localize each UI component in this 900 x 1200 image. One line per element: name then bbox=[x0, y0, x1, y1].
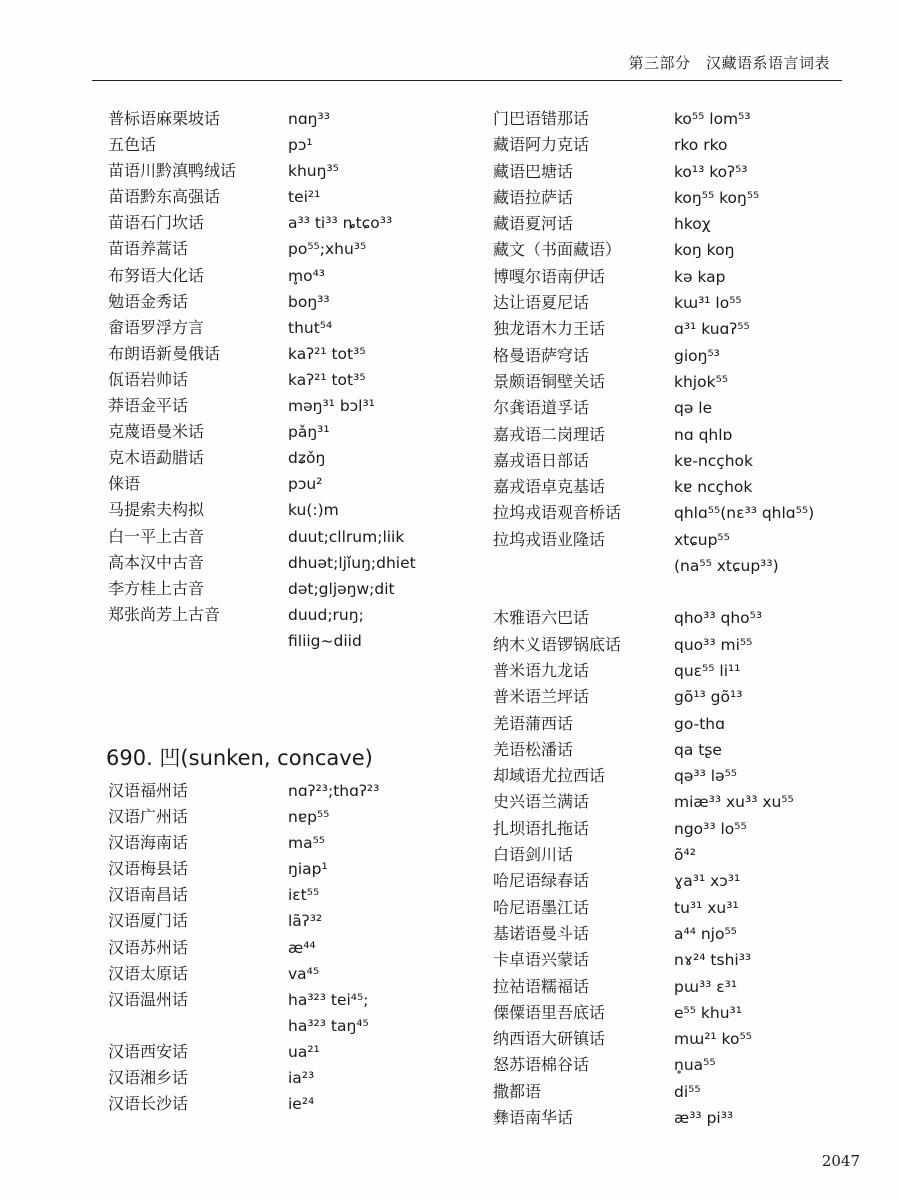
entry-row bbox=[493, 947, 853, 973]
entry-row bbox=[108, 804, 468, 830]
entry-row bbox=[493, 789, 853, 815]
word-form: filiig~diid bbox=[288, 631, 362, 650]
word-form: va⁴⁵ bbox=[288, 964, 320, 983]
word-form: ia²³ bbox=[288, 1069, 315, 1087]
word-form: pǎŋ³¹ bbox=[288, 423, 330, 442]
language-name: 高本汉中古音 bbox=[108, 552, 205, 572]
entry-row bbox=[108, 263, 468, 289]
word-form: tu³¹ xu³¹ bbox=[674, 898, 739, 917]
entry-row bbox=[493, 211, 853, 237]
word-form: mɯ²¹ ko⁵⁵ bbox=[674, 1030, 752, 1049]
language-name: 汉语太原话 bbox=[108, 963, 189, 983]
right-bottom-entries bbox=[493, 605, 853, 1131]
language-name: 汉语海南话 bbox=[108, 833, 189, 853]
entry-row bbox=[493, 763, 853, 789]
word-form: iɛt⁵⁵ bbox=[288, 886, 320, 905]
word-form: õ⁴² bbox=[674, 846, 696, 865]
word-form: quo³³ mi⁵⁵ bbox=[674, 635, 753, 654]
entry-row bbox=[108, 778, 468, 804]
entry-row bbox=[108, 367, 468, 393]
entry-row bbox=[108, 1091, 468, 1117]
language-name: 苗语黔东高强话 bbox=[108, 187, 221, 207]
word-form: dhuət;ljǐuŋ;dhiet bbox=[288, 553, 416, 572]
entry-row bbox=[108, 908, 468, 934]
word-form: ie²⁴ bbox=[288, 1095, 315, 1114]
word-form: di⁵⁵ bbox=[674, 1082, 701, 1101]
language-name: 畲语罗浮方言 bbox=[108, 317, 205, 337]
word-form: nɑʔ²³;thɑʔ²³ bbox=[288, 781, 380, 800]
language-name: 藏语巴塘话 bbox=[493, 161, 574, 181]
language-name: 怒苏语棉谷话 bbox=[493, 1055, 590, 1075]
left-bottom-entries bbox=[108, 778, 468, 1117]
language-name: 莽语金平话 bbox=[108, 396, 189, 416]
entry-row bbox=[493, 185, 853, 211]
language-name: 嘉戎语二岗理话 bbox=[493, 424, 606, 444]
entry-row bbox=[108, 935, 468, 961]
language-name: 普米语兰坪话 bbox=[493, 687, 590, 707]
entry-row bbox=[493, 132, 853, 158]
entry-row bbox=[493, 553, 853, 579]
word-form: ngo³³ lo⁵⁵ bbox=[674, 819, 747, 838]
entry-row bbox=[493, 842, 853, 868]
language-name: 嘉戎语日部话 bbox=[493, 450, 590, 470]
language-name: 羌语松潘话 bbox=[493, 739, 574, 759]
entry-row bbox=[108, 132, 468, 158]
word-form: thut⁵⁴ bbox=[288, 318, 333, 337]
word-form: koŋ⁵⁵ koŋ⁵⁵ bbox=[674, 188, 760, 207]
entry-row bbox=[493, 448, 853, 474]
language-name: 藏语阿力克话 bbox=[493, 135, 590, 155]
language-name: 克蔑语曼米话 bbox=[108, 422, 205, 442]
entry-row bbox=[493, 632, 853, 658]
entry-row bbox=[493, 422, 853, 448]
entry-row bbox=[108, 106, 468, 132]
language-name: 汉语南昌话 bbox=[108, 885, 189, 905]
entry-row bbox=[108, 471, 468, 497]
group-spacer bbox=[493, 579, 853, 605]
language-name: 尔龚语道孚话 bbox=[493, 398, 590, 418]
language-name: 普标语麻栗坡话 bbox=[108, 109, 221, 128]
language-name: 汉语福州话 bbox=[108, 780, 189, 800]
word-form: boŋ³³ bbox=[288, 292, 330, 311]
entry-row bbox=[493, 527, 853, 553]
language-name: 汉语苏州话 bbox=[108, 937, 189, 957]
word-form: duud;ruŋ; bbox=[288, 605, 364, 624]
word-form: dʑǒŋ bbox=[288, 449, 326, 468]
language-name: 纳西语大研镇话 bbox=[493, 1029, 606, 1049]
word-form: kaʔ²¹ tot³⁵ bbox=[288, 344, 366, 363]
word-form: quɛ⁵⁵ li¹¹ bbox=[674, 661, 741, 680]
word-form: məŋ³¹ bɔl³¹ bbox=[288, 397, 375, 416]
section-title: 690. 凹(sunken, concave) bbox=[106, 745, 373, 770]
word-form: qhlɑ⁵⁵(nɛ³³ qhlɑ⁵⁵) bbox=[674, 504, 815, 523]
word-form: kə kap bbox=[674, 267, 726, 286]
word-form: ua²¹ bbox=[288, 1042, 320, 1061]
language-name: 普米语九龙话 bbox=[493, 660, 590, 680]
entry-row bbox=[108, 497, 468, 523]
entry-row bbox=[108, 210, 468, 236]
word-form: kaʔ²¹ tot³⁵ bbox=[288, 370, 366, 389]
entry-row bbox=[108, 987, 468, 1013]
word-form: ko⁵⁵ lom⁵³ bbox=[674, 110, 751, 128]
entry-row bbox=[493, 1079, 853, 1105]
language-name: 汉语梅县话 bbox=[108, 859, 189, 879]
language-name: 汉语温州话 bbox=[108, 989, 189, 1009]
word-form: hkoχ bbox=[674, 215, 711, 234]
language-name: 傈僳语里吾底话 bbox=[493, 1002, 606, 1022]
word-form: xtɕup⁵⁵ bbox=[674, 530, 730, 549]
word-form: rko rko bbox=[674, 136, 728, 155]
language-name: 纳木义语锣锅底话 bbox=[493, 634, 622, 654]
language-name: 苗语养蒿话 bbox=[108, 239, 189, 259]
language-name: 白语剑川话 bbox=[493, 845, 574, 865]
entry-row bbox=[493, 369, 853, 395]
left-top-entries bbox=[108, 106, 468, 654]
right-top-entries bbox=[493, 106, 853, 579]
word-form: ku(:)m bbox=[288, 501, 339, 520]
entry-row bbox=[108, 856, 468, 882]
language-name: 景颇语铜壁关话 bbox=[493, 371, 606, 391]
word-form: pɯ³³ ɛ³¹ bbox=[674, 977, 738, 996]
language-name: 格曼语萨穹话 bbox=[493, 345, 590, 365]
entry-row bbox=[493, 1000, 853, 1026]
word-form: lãʔ³² bbox=[288, 912, 323, 931]
language-name: 俫语 bbox=[108, 474, 141, 494]
word-form: ɑ³¹ kuɑʔ⁵⁵ bbox=[674, 320, 750, 339]
word-form: a³³ ti³³ ȵtɕo³³ bbox=[288, 214, 393, 233]
entry-row bbox=[108, 445, 468, 471]
word-form: a⁴⁴ njo⁵⁵ bbox=[674, 924, 737, 943]
word-form: nɤ²⁴ tshi³³ bbox=[674, 951, 752, 970]
language-name: 藏文（书面藏语） bbox=[493, 240, 622, 260]
entry-row bbox=[493, 895, 853, 921]
language-name: 汉语湘乡话 bbox=[108, 1068, 189, 1087]
language-name: 藏语拉萨话 bbox=[493, 187, 574, 207]
word-form: ŋiap¹ bbox=[288, 860, 328, 879]
language-name: 佤语岩帅话 bbox=[108, 369, 189, 389]
word-form: nɑŋ³³ bbox=[288, 110, 330, 128]
word-form: e⁵⁵ khu³¹ bbox=[674, 1003, 742, 1022]
entry-row bbox=[108, 315, 468, 341]
language-name: 五色话 bbox=[108, 135, 157, 155]
language-name: 布努语大化话 bbox=[108, 265, 205, 285]
language-name: 哈尼语墨江话 bbox=[493, 897, 590, 917]
language-name: 嘉戎语卓克基话 bbox=[493, 477, 606, 497]
entry-row bbox=[108, 289, 468, 315]
language-name: 李方桂上古音 bbox=[108, 578, 205, 598]
word-form: khuŋ³⁵ bbox=[288, 162, 339, 181]
entry-row bbox=[493, 711, 853, 737]
entry-row bbox=[108, 419, 468, 445]
language-name: 彝语南华话 bbox=[493, 1107, 574, 1127]
section-spacer bbox=[108, 654, 468, 738]
language-name: 基诺语曼斗话 bbox=[493, 923, 590, 943]
word-form: ha³²³ tei⁴⁵; bbox=[288, 990, 369, 1009]
language-name: 羌语蒲西话 bbox=[493, 713, 574, 733]
word-form: kɐ ncçhok bbox=[674, 478, 753, 497]
language-name: 克木语勐腊话 bbox=[108, 448, 205, 468]
entry-row bbox=[493, 106, 853, 132]
entry-row bbox=[108, 236, 468, 262]
entry-row bbox=[493, 737, 853, 763]
entry-row bbox=[108, 1039, 468, 1065]
word-form: m̥o⁴³ bbox=[288, 266, 326, 285]
word-form: kɯ³¹ lo⁵⁵ bbox=[674, 294, 742, 313]
language-name: 扎坝语扎拖话 bbox=[493, 818, 590, 838]
word-form: gioŋ⁵³ bbox=[674, 346, 720, 365]
word-form: pɔ¹ bbox=[288, 136, 313, 155]
word-form: æ⁴⁴ bbox=[288, 938, 316, 957]
language-name: 汉语厦门话 bbox=[108, 911, 189, 931]
entry-row bbox=[493, 159, 853, 185]
word-form: khjok⁵⁵ bbox=[674, 372, 728, 391]
entry-row bbox=[493, 316, 853, 342]
language-name: 白一平上古音 bbox=[108, 526, 205, 546]
entry-row bbox=[493, 974, 853, 1000]
entry-row bbox=[108, 393, 468, 419]
word-form: nɐp⁵⁵ bbox=[288, 808, 330, 827]
entry-row bbox=[493, 1052, 853, 1078]
language-name: 藏语夏河话 bbox=[493, 214, 574, 234]
entry-row bbox=[493, 1026, 853, 1052]
left-column bbox=[108, 106, 468, 1117]
word-form: (na⁵⁵ xtɕup³³) bbox=[674, 557, 779, 576]
language-name: 木雅语六巴话 bbox=[493, 608, 590, 628]
word-form: kɐ-ncçhok bbox=[674, 451, 754, 470]
entry-row bbox=[108, 830, 468, 856]
entry-row bbox=[493, 290, 853, 316]
entry-row bbox=[493, 237, 853, 263]
language-name: 苗语石门坎话 bbox=[108, 213, 205, 233]
language-name: 拉坞戎语观音桥话 bbox=[493, 503, 622, 523]
word-form: ha³²³ taŋ⁴⁵ bbox=[288, 1016, 369, 1035]
entry-row bbox=[108, 961, 468, 987]
right-column bbox=[493, 106, 853, 1131]
word-form: koŋ koŋ bbox=[674, 241, 735, 260]
entry-row bbox=[493, 500, 853, 526]
word-form: pɔu² bbox=[288, 475, 323, 494]
entry-row bbox=[108, 576, 468, 602]
word-form: go-thɑ bbox=[674, 714, 725, 733]
entry-row bbox=[493, 264, 853, 290]
word-form: ko¹³ koʔ⁵³ bbox=[674, 162, 748, 181]
entry-row bbox=[108, 524, 468, 550]
language-name: 勉语金秀话 bbox=[108, 291, 189, 311]
language-name: 汉语西安话 bbox=[108, 1041, 189, 1061]
language-name: 史兴语兰满话 bbox=[493, 792, 590, 812]
word-form: ɣa³¹ xɔ³¹ bbox=[674, 872, 741, 891]
word-form: gõ¹³ gõ¹³ bbox=[674, 688, 743, 707]
page-number: 2047 bbox=[821, 1152, 860, 1170]
word-form: ma⁵⁵ bbox=[288, 834, 326, 853]
entry-row bbox=[108, 882, 468, 908]
language-name: 苗语川黔滇鸭绒话 bbox=[108, 161, 237, 181]
word-form: qa tʂe bbox=[674, 740, 722, 759]
entry-row bbox=[493, 658, 853, 684]
entry-row bbox=[108, 628, 468, 654]
entry-row bbox=[108, 1065, 468, 1091]
word-form: qə le bbox=[674, 399, 713, 418]
language-name: 独龙语木力王话 bbox=[493, 319, 606, 339]
language-name: 哈尼语绿春话 bbox=[493, 871, 590, 891]
word-form: qho³³ qho⁵³ bbox=[674, 609, 763, 628]
language-name: 拉坞戎语业隆话 bbox=[493, 529, 606, 549]
word-form: duut;cllrum;liik bbox=[288, 527, 405, 546]
word-form: n̥ua⁵⁵ bbox=[674, 1056, 716, 1075]
entry-row bbox=[493, 868, 853, 894]
word-form: po⁵⁵;xhu³⁵ bbox=[288, 240, 367, 259]
language-name: 汉语长沙话 bbox=[108, 1094, 189, 1114]
entry-row bbox=[493, 921, 853, 947]
language-name: 博嘎尔语南伊话 bbox=[493, 266, 606, 286]
language-name: 汉语广州话 bbox=[108, 807, 189, 827]
word-form: æ³³ pi³³ bbox=[674, 1108, 734, 1127]
language-name: 达让语夏尼话 bbox=[493, 293, 590, 313]
entry-row bbox=[493, 343, 853, 369]
entry-row bbox=[108, 602, 468, 628]
language-name: 卡卓语兴蒙话 bbox=[493, 950, 590, 970]
language-name: 郑张尚芳上古音 bbox=[108, 604, 221, 624]
entry-row bbox=[493, 684, 853, 710]
entry-row bbox=[493, 1105, 853, 1131]
language-name: 却域语尤拉西话 bbox=[493, 766, 606, 786]
word-form: miæ³³ xu³³ xu⁵⁵ bbox=[674, 793, 794, 812]
running-header: 第三部分 汉藏语系语言词表 bbox=[628, 54, 830, 72]
language-name: 门巴语错那话 bbox=[493, 109, 590, 128]
entry-row bbox=[108, 550, 468, 576]
entry-row bbox=[108, 184, 468, 210]
word-form: nɑ qhlɒ bbox=[674, 425, 733, 444]
entry-row bbox=[108, 341, 468, 367]
language-name: 撒都语 bbox=[493, 1081, 542, 1101]
entry-row bbox=[493, 605, 853, 631]
word-form: tei²¹ bbox=[288, 188, 321, 207]
entry-row bbox=[108, 1013, 468, 1039]
word-form: dət;gljəŋw;dit bbox=[288, 579, 395, 598]
language-name: 拉祜语糯福话 bbox=[493, 976, 590, 996]
entry-row bbox=[493, 816, 853, 842]
entry-row bbox=[108, 158, 468, 184]
entry-row bbox=[493, 395, 853, 421]
entry-row bbox=[493, 474, 853, 500]
language-name: 马提索夫构拟 bbox=[108, 500, 205, 520]
language-name: 布朗语新曼俄话 bbox=[108, 343, 221, 363]
word-form: qə³³ lə⁵⁵ bbox=[674, 767, 737, 786]
header-rule bbox=[92, 80, 842, 81]
